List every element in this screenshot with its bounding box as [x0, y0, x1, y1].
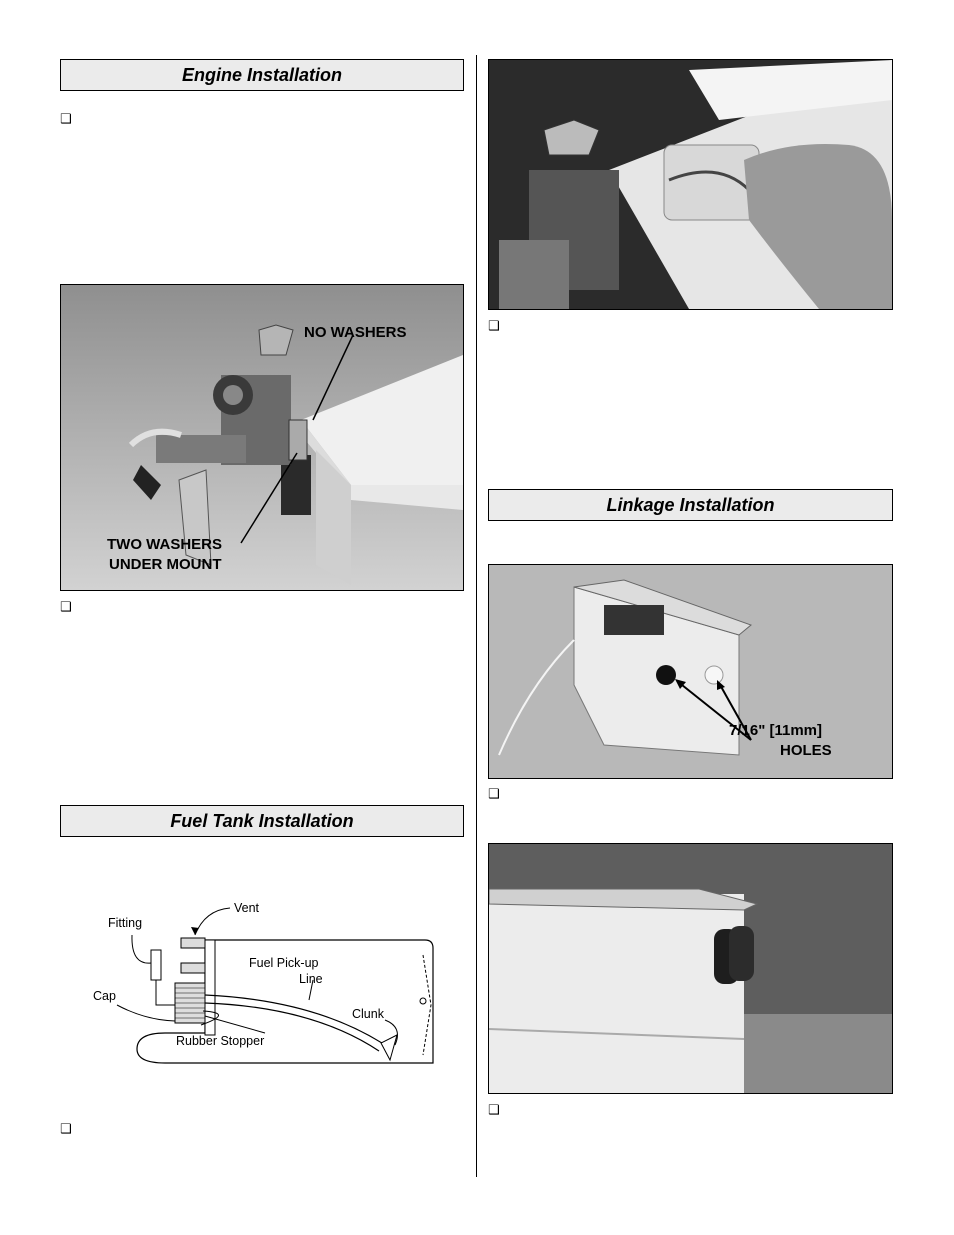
hole-size-label: 7/16" [11mm]	[729, 722, 822, 739]
fuel-tank-diagram	[85, 895, 445, 1075]
clunk-label: Clunk	[352, 1007, 384, 1021]
checkbox-icon[interactable]: ❑	[60, 600, 72, 615]
rubber-stopper-label: Rubber Stopper	[176, 1034, 265, 1048]
fuel-tank-installation-heading: Fuel Tank Installation	[60, 805, 464, 837]
cap-label: Cap	[93, 989, 116, 1003]
checkbox-icon[interactable]: ❑	[60, 112, 72, 127]
checkbox-icon[interactable]: ❑	[488, 319, 500, 334]
checkbox-icon[interactable]: ❑	[60, 1122, 72, 1137]
two-washers-label: TWO WASHERS	[107, 536, 222, 553]
fitting-label: Fitting	[108, 916, 143, 930]
fuel-line-label: Line	[299, 972, 323, 986]
engine-mount-photo	[60, 284, 464, 591]
grommets-photo	[488, 843, 893, 1094]
column-divider	[476, 55, 477, 1177]
vent-label: Vent	[234, 901, 260, 915]
under-mount-label: UNDER MOUNT	[109, 556, 222, 573]
linkage-installation-heading: Linkage Installation	[488, 489, 893, 521]
no-washers-label: NO WASHERS	[304, 324, 407, 341]
checkbox-icon[interactable]: ❑	[488, 1103, 500, 1118]
holes-label: HOLES	[780, 742, 832, 759]
servo-box-photo	[488, 564, 893, 779]
checkbox-icon[interactable]: ❑	[488, 787, 500, 802]
engine-installation-heading: Engine Installation	[60, 59, 464, 91]
fuel-pickup-label: Fuel Pick-up	[249, 956, 319, 970]
tank-insertion-photo	[488, 59, 893, 310]
